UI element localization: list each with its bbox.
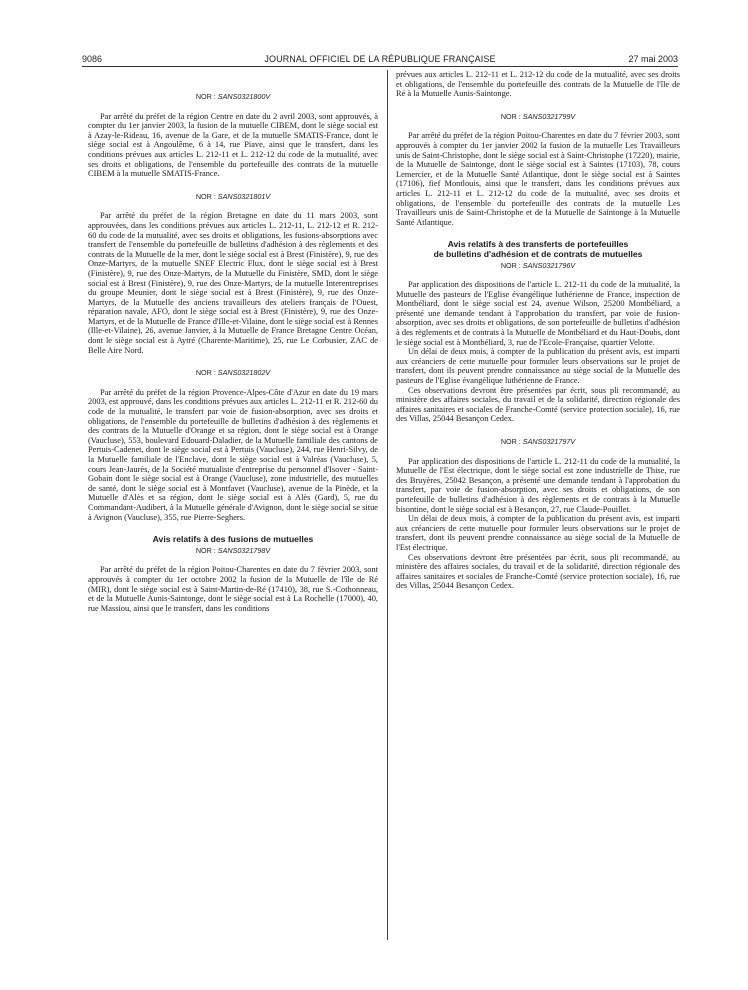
nor-code: SANS0321797V — [522, 437, 576, 446]
column-divider — [387, 70, 388, 940]
paragraph: Par application des dispositions de l'article L. 212-11 du code de la mutualité, la Mutuelle de l'Est électrique, dont le siège social est zone industrielle de Thise, rue des Bruyères, 25042 Besançon, a présenté une demande tendant à l'approbation du transfert, par voie de fusion-absorption, avec ses droits et obligations, de son portefeuille de bulletins d'adhésion à des règlements et de contrats à la Mutuelle bisontine, dont le siège social est à Besançon, 27, rue Claude-Pouillet. — [396, 456, 680, 514]
section-title-line-2: de bulletins d'adhésion et de contrats de mutuelles — [433, 248, 643, 259]
paragraph: Par arrêté du préfet de la région Poitou-Charentes en date du 7 février 2003, sont approuvés à compter du 1er octobre 2002 la fusion de la Mutuelle de l'île de Ré (MIR), dont le siège social est à Saint-Martin-de-Ré (17410), 38, rue S.-Cothonneau, et de la Mutuelle Aunis-Saintonge, dont le siège social est à La Rochelle (17000), 40, rue Massiou, ainsi que le transfert, dans les conditions — [88, 565, 378, 613]
nor-code: SANS0321799V — [522, 111, 576, 121]
nor-reference: NOR : SANS0321797V — [500, 437, 576, 446]
paragraph: Par arrêté du préfet de la région Poitou-Charentes en date du 7 février 2003, sont approuvés à compter du 1er janvier 2002 la fusion de la mutuelle Les Travailleurs unis de Saint-Christophe, dont le siège social est à Saint-Christophe (17220), mairie, de la Mutuelle de Saintonge, dont le siège social est à Saintes (17103), 78, cours Lemercier, et de la Mutuelle Santé Atlantique, dont le siège social est à Saintes (17106), fief Montlouis, ainsi que le transfert, dans les conditions prévues aux articles L. 212-11 et L. 212-12 du code de la mutualité, avec ses droits et obligations, de l'ensemble du portefeuille des contrats de la mutuelle Les Travailleurs unis de Saint-Christophe et de la Mutuelle de Saintonge à la Mutuelle Santé Atlantique. — [396, 131, 680, 227]
section-title: Avis relatifs à des fusions de mutuelles — [152, 534, 314, 545]
paragraph: Par application des dispositions de l'article L. 212-11 du code de la mutualité, la Mutuelle des pasteurs de l'Eglise évangélique luthérienne de France, inspection de Montbéliard, dont le siège social est 24, avenue Wilson, 25200 Montbéliard, a présenté une demande tendant à l'approbation du transfert, par voie de fusion-absorption, avec ses droits et obligations, de son portefeuille de bulletins d'adhésion à des règlements et de contrats à la Mutuelle de Montbéliard et du Haut-Doubs, dont le siège social est à Montbéliard, 3, rue de l'Ecole-Française, quartier Velotte. — [396, 280, 680, 347]
page-header — [82, 52, 678, 66]
section-title-line-1: Avis relatifs à des transferts de portefeuilles — [447, 239, 629, 250]
nor-code: SANS0321796V — [522, 260, 576, 270]
issue-date: 27 mai 2003 — [628, 54, 678, 64]
nor-reference: NOR : SANS0321800V — [195, 92, 271, 101]
paragraph: Par arrêté du préfet de la région Centre en date du 2 avril 2003, sont approuvés, à compter du 1er janvier 2003, la fusion de la mutuelle CIBEM, dont le siège social est à Azay-le-Rideau, 16, avenue de la Gare, et de la mutuelle SMATIS-France, dont le siège social est à Angoulême, 6 à 14, rue Piave, ainsi que le transfert, dans les conditions prévues aux articles L. 212-11 et L. 212-12 du code de la mutualité, avec ses droits et obligations, de l'ensemble du portefeuille des contrats de la mutuelle CIBEM à la mutuelle SMATIS-France. — [88, 111, 378, 179]
paragraph: Un délai de deux mois, à compter de la publication du présent avis, est imparti aux créanciers de cette mutuelle pour formuler leurs observations sur le projet de transfert, dont ils peuvent prendre connaissance au siège social de la Mutuelle de l'Est électrique. — [396, 514, 680, 552]
left-column — [88, 92, 378, 613]
nor-code: SANS0321800V — [217, 92, 271, 101]
paragraph: Ces observations devront être présentées par écrit, sous pli recommandé, au ministère des affaires sociales, du travail et de la solidarité, direction régionale des affaires sanitaires et sociales de Franche-Comté (service protection sociale), 16, rue des Villas, 25044 Besançon Cedex. — [396, 552, 680, 591]
paragraph: Ces observations devront être présentées par écrit, sous pli recommandé, au ministère des affaires sociales, du travail et de la solidarité, direction régionale des affaires sanitaires et sociales de Franche-Comté (service protection sociale), 16, rue des Villas, 25044 Besançon Cedex. — [396, 385, 680, 424]
paragraph: Par arrêté du préfet de la région Provence-Alpes-Côte d'Azur en date du 19 mars 2003, est approuvé, dans les conditions prévues aux articles L. 212-11 et R. 212-60 du code de la mutualité, le transfert par voie de fusion-absorption, avec ses droits et obligations, de l'ensemble du portefeuille de bulletins d'adhésion à des règlements et des contrats de la Mutuelle d'Orange et sa région, dont le siège social est à Orange (Vaucluse), 553, boulevard Edouard-Daladier, de la Mutuelle familiale des cantons de Pertuis-Cadenet, dont le siège social est à Pertuis (Vaucluse), 244, rue Henri-Silvy, de la Mutuelle familiale de l'Enclave, dont le siège social est à Valréas (Vaucluse), 5, cours Jean-Jaurès, de la Société mutualiste d'entreprise du personnel d'Isover - Saint-Gobain dont le siège social est à Orange (Vaucluse), zone industrielle, des mutuelles de santé, dont le siège social est à Montfavet (Vaucluse), avenue de la Pinède, et la Mutuelle d'Alès et sa région, dont le siège social est à Alès (Gard), 5, rue du Commandant-Audibert, à la Mutuelle générale d'Avignon, dont le siège social se situe à Avignon (Vaucluse), 355, rue Pierre-Seghers. — [88, 387, 378, 522]
nor-reference: NOR : SANS0321802V — [195, 368, 271, 378]
right-column — [396, 70, 680, 591]
page-number: 9086 — [82, 54, 103, 64]
paragraph: Par arrêté du préfet de la région Bretagne en date du 11 mars 2003, sont approuvées, dans les conditions prévues aux articles L. 212-11, L. 212-12 et R. 212-60 du code de la mutualité, avec ses droits et obligations, les fusions-absorptions avec transfert de l'ensemble du portefeuille de bulletins d'adhésion à des règlements et des contrats de la Mutuelle de la mer, dont le siège social est à Brest (Finistère), 9, rue des Onze-Martyrs, de la mutuelle SNEF Electric Flux, dont le siège social est à Brest (Finistère), 9, rue des Onze-Martyrs, de la Mutuelle du Finistère, SMD, dont le siège social est à Brest (Finistère), 9, rue des Onze-Martyrs, de la mutuelle Interentreprises du groupe Meunier, dont le siège social est à Brest (Finistère), 9, rue des Onze-Martyrs, de la Mutuelle des anciens travailleurs des ateliers français de l'Ouest, réparation navale, AFO, dont le siège social est à Brest (Finistère), 9, rue des Onze-Martyrs, et de la Mutuelle de France d'Ille-et-Vilaine, dont le siège social est à Rennes (Ille-et-Vilaine), 26, avenue Janvier, à la Mutuelle de France Bretagne Centre Océan, dont le siège social est à Aytré (Charente-Maritime), 25, rue Le Corbusier, ZAC de Belle Aire Nord. — [88, 211, 378, 355]
paragraph: Un délai de deux mois, à compter de la publication du présent avis, est imparti aux créanciers de cette mutuelle pour formuler leurs observations sur le projet de transfert, dont ils peuvent prendre connaissance au siège social de la Mutuelle des pasteurs de l'Eglise évangélique luthérienne de France. — [396, 347, 680, 386]
paragraph-continued: prévues aux articles L. 212-11 et L. 212-12 du code de la mutualité, avec ses droits et obligations, de l'ensemble du portefeuille des contrats de la Mutuelle de l'île de Ré à la Mutuelle Aunis-Saintonge. — [396, 70, 680, 99]
nor-code: SANS0321798V — [217, 545, 271, 555]
nor-reference: NOR : SANS0321799V — [500, 111, 576, 121]
nor-reference: NOR : SANS0321801V — [195, 191, 271, 201]
header-rule — [82, 66, 678, 67]
journal-title: JOURNAL OFFICIEL DE LA RÉPUBLIQUE FRANÇAISE — [264, 54, 496, 64]
nor-code: SANS0321802V — [217, 368, 271, 378]
nor-reference: NOR : SANS0321798V — [195, 545, 271, 555]
nor-code: SANS0321801V — [217, 191, 271, 201]
nor-reference: NOR : SANS0321796V — [500, 260, 576, 270]
